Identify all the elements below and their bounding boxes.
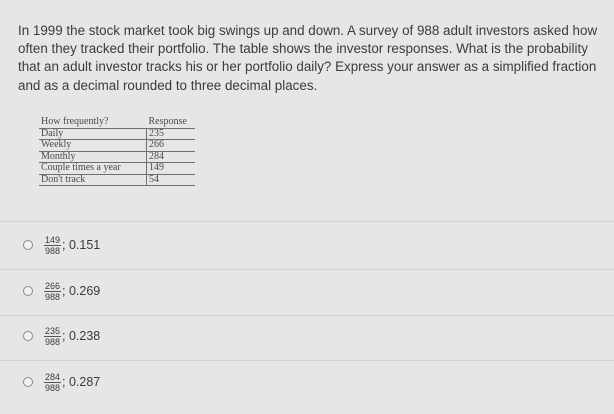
answer-option-b[interactable] bbox=[23, 277, 100, 305]
fraction bbox=[44, 326, 61, 347]
fraction bbox=[44, 281, 61, 302]
row-label: Monthly bbox=[39, 151, 147, 163]
frequency-table bbox=[39, 117, 195, 186]
table-row bbox=[39, 128, 195, 140]
table-row bbox=[39, 140, 195, 152]
fraction-numerator: 235 bbox=[45, 325, 61, 336]
answer-option-d[interactable] bbox=[23, 368, 100, 396]
answer-option-c[interactable] bbox=[23, 322, 100, 350]
table-row bbox=[39, 174, 195, 186]
fraction-numerator: 284 bbox=[45, 371, 61, 382]
column-header-frequency: How frequently? bbox=[41, 116, 109, 128]
radio-button[interactable] bbox=[23, 240, 33, 250]
fraction-denominator: 988 bbox=[45, 291, 61, 302]
divider bbox=[0, 221, 614, 222]
question-text: In 1999 the stock market took big swings up and down. A survey of 988 adult investors asked how often they tracked their portfolio. The table shows the investor responses. What is the probability that an adult investor tracks his or her portfolio daily? Express your answer as a simplified fraction and as a decimal rounded to three decimal places. bbox=[18, 23, 598, 93]
row-value: 54 bbox=[147, 174, 196, 186]
fraction-denominator: 988 bbox=[45, 382, 61, 393]
decimal-value: ; 0.238 bbox=[62, 329, 101, 343]
decimal-value: ; 0.269 bbox=[62, 284, 101, 298]
radio-button[interactable] bbox=[23, 331, 33, 341]
fraction-numerator: 266 bbox=[45, 280, 61, 291]
fraction-numerator: 149 bbox=[45, 234, 61, 245]
decimal-value: ; 0.151 bbox=[62, 238, 101, 252]
fraction-denominator: 988 bbox=[45, 245, 61, 256]
answer-option-a[interactable] bbox=[23, 231, 100, 259]
fraction bbox=[44, 235, 61, 256]
row-value: 149 bbox=[147, 163, 196, 175]
row-label: Weekly bbox=[39, 140, 147, 152]
radio-button[interactable] bbox=[23, 286, 33, 296]
radio-button[interactable] bbox=[23, 377, 33, 387]
fraction-denominator: 988 bbox=[45, 336, 61, 347]
divider bbox=[0, 360, 614, 361]
table-row bbox=[39, 151, 195, 163]
divider bbox=[0, 315, 614, 316]
row-value: 235 bbox=[147, 128, 196, 140]
decimal-value: ; 0.287 bbox=[62, 375, 101, 389]
row-value: 266 bbox=[147, 140, 196, 152]
column-header-response: Response bbox=[148, 116, 187, 128]
fraction bbox=[44, 372, 61, 393]
table-row bbox=[39, 163, 195, 175]
table-header-row bbox=[39, 117, 195, 128]
divider bbox=[0, 269, 614, 270]
row-value: 284 bbox=[147, 151, 196, 163]
row-label: Don't track bbox=[39, 174, 147, 186]
row-label: Daily bbox=[39, 128, 147, 140]
row-label: Couple times a year bbox=[39, 163, 147, 175]
